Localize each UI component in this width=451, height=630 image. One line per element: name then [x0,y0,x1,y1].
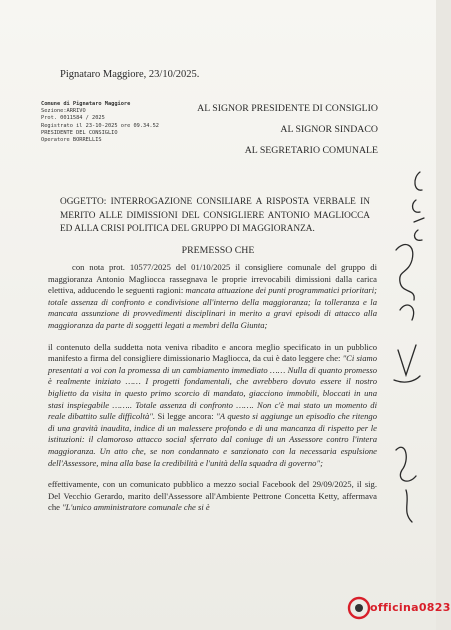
place-date: Pignataro Maggiore, 23/10/2025. [60,69,200,80]
recipient-line: AL SEGRETARIO COMUNALE [244,145,378,156]
recipient-line: AL SIGNOR PRESIDENTE DI CONSIGLIO [197,103,378,114]
stamp-line: PRESIDENTE DEL CONSIGLIO [41,129,118,136]
recipient-line: AL SIGNOR SINDACO [280,124,378,135]
section-heading: PREMESSO CHE [181,245,255,256]
protocol-stamp [41,101,171,144]
margin-signatures [376,170,436,590]
stamp-line: Comune di Pignataro Maggiore [41,101,131,107]
stamp-line: Operatore BORRELLIS [41,137,102,144]
paragraph-2: il contenuto della suddetta nota veniva ribadito e ancora meglio specificato in un pubblico manifesto a firma del consigliere dimissionario Magliocca, da cui è dato leggere che: "Ci siamo presentati a voi con la promessa di un cambiamento immediato …… Nulla di quanto promesso è realmente iniziato …… I progetti fondamentali, che avrebbero dovuto essere il nostro biglietto da visita in questo primo scorcio di mandato, giacciono immobili, bloccati in una stasi inspiegabile …….. Totale assenza di confronto ……. Non c'è mai stato un momento di reale dibattito sulle difficoltà". Si legge ancora: "A questo si aggiunge un episodio che ritengo di una gravità inaudita, indice di un malessere profondo e di una mancanza di rispetto per le istituzioni: il clamoroso attacco social sferrato dal coniuge di un Assessore contro l'intera maggioranza. Un atto che, se non condannato e sanzionato con la necessaria espulsione dell'Assessore, mina alla base la credibilità e l'unità della squadra di governo"; [48,341,377,468]
recipients-block [197,98,378,161]
body-text [48,262,377,524]
paragraph-3: effettivamente, con un comunicato pubblico a mezzo social Facebook del 29/09/2025, il sig. Del Vecchio Gerardo, marito dell'Assessore all'Ambiente Pettrone Concetta Ketty, affermava che "L'unico amministratore comunale che si è [48,479,377,513]
logo-ring-icon [346,595,372,621]
stamp-line: Registrato il 23-10-2025 ore 09.34.52 [41,122,159,129]
stamp-line: Sezione:ARRIVO [41,108,86,115]
subject-line: OGGETTO: INTERROGAZIONE CONSILIARE A RISPOSTA VERBALE IN MERITO ALLE DIMISSIONI DEL CONSIGLIERE ANTONIO MAGLIOCCA ED ALLA CRISI POLITICA DEL GRUPPO DI MAGGIORANZA. [60,197,370,235]
stamp-line: Prot. 0011584 / 2025 [41,115,105,122]
logo-text: officina0823 [370,601,451,614]
officina-logo [346,591,451,625]
paragraph-1: con nota prot. 10577/2025 del 01/10/2025 il consigliere comunale del gruppo di maggioranza Antonio Magliocca rassegnava le proprie irrevocabili dimissioni dalla carica elettiva, adducendo le seguenti ragioni: mancata attuazione dei punti programmatici prioritari; totale assenza di confronto e condivisione all'interno della maggioranza; la tolleranza e la mancata assunzione di provvedimenti disciplinari in merito a gravi episodi di attacco alla maggioranza da parte di soggetti legati a membri della Giunta; [48,262,377,330]
